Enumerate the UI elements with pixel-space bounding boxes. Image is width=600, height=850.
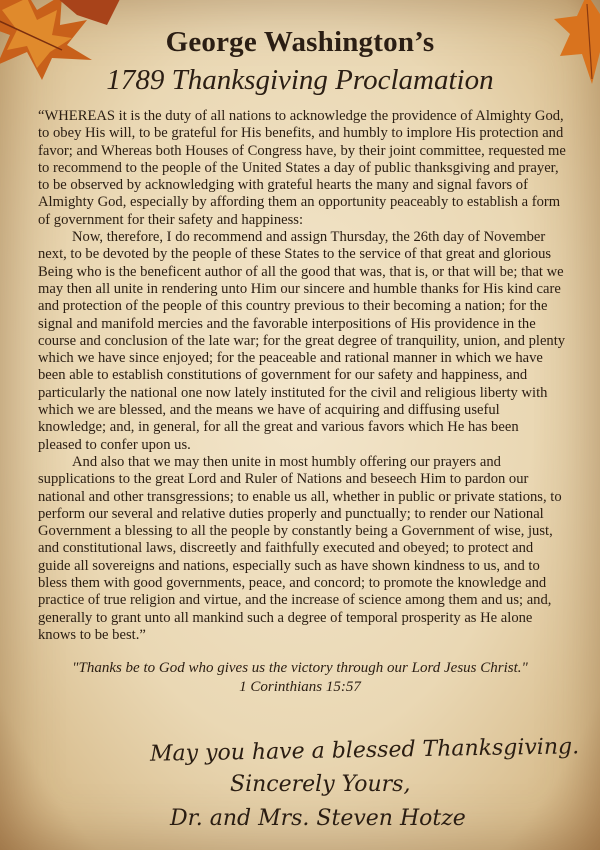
signature-greeting: May you have a blessed Thanksgiving. — [149, 734, 580, 767]
proclamation-paragraph-3: And also that we may then unite in most humbly offering our prayers and supplications to the great Lord and Ruler of Nations and beseech Him to pardon our national and other transgressions; to enable us all, whether in public or private stations, to perform our several and relative duties properly and punctually; to render our National Government a blessing to all the people by constantly being a Government of wise, just, and constitutional laws, discreetly and faithfully executed and obeyed; to protect and guide all sovereigns and nations, especially such as have shown kindness to us, and to bless them with good governments, peace, and concord; to promote the knowledge and practice of true religion and virtue, and the increase of science among them and us; and, generally to grant unto all mankind such a degree of temporal prosperity as He alone knows to be best.” — [38, 453, 562, 643]
proclamation-paragraph-1: “WHEREAS it is the duty of all nations to acknowledge the providence of Almighty God, to obey His will, to be grateful for His benefits, and humbly to implore His protection and favor; and Whereas both Houses of Congress have, by their joint committee, requested me to recommend to the people of the United States a day of public thanksgiving and prayer, to be observed by acknowledging with grateful hearts the many and signal favors of Almighty God, especially by affording them an opportunity peaceably to establish a form of government for their safety and happiness: — [38, 108, 566, 228]
proclamation-paragraph-2: Now, therefore, I do recommend and assign Thursday, the 26th day of November next, to be devoted by the people of these States to the service of that great and glorious Being who is the beneficent author of all the good that was, that is, or that will be; that we may then all unite in rendering unto Him our sincere and humble thanks for His kind care and protection of the people of this country previous to their becoming a nation; for the signal and manifold mercies and the favorable interpositions of His providence in the course and conclusion of the late war; for the great degree of tranquility, union, and plenty which we have since enjoyed; for the peaceable and rational manner in which we have been able to establish constitutions of government for our safety and happiness, and particularly the national one now lately instituted for the civil and religious liberty with which we are blessed, and the means we have of acquiring and diffusing useful knowledge; and, in general, for all the great and various favors which He has been pleased to confer upon us. — [38, 229, 566, 453]
document-title: George Washington’s — [165, 26, 435, 58]
document-subtitle: 1789 Thanksgiving Proclamation — [106, 64, 494, 96]
scripture-quote: "Thanks be to God who gives us the victory through our Lord Jesus Christ." — [72, 660, 528, 676]
scripture-reference: 1 Corinthians 15:57 — [239, 679, 361, 695]
signature-closing: Sincerely Yours, — [230, 772, 411, 797]
proclamation-text — [38, 108, 566, 644]
signature-names: Dr. and Mrs. Steven Hotze — [170, 806, 466, 831]
